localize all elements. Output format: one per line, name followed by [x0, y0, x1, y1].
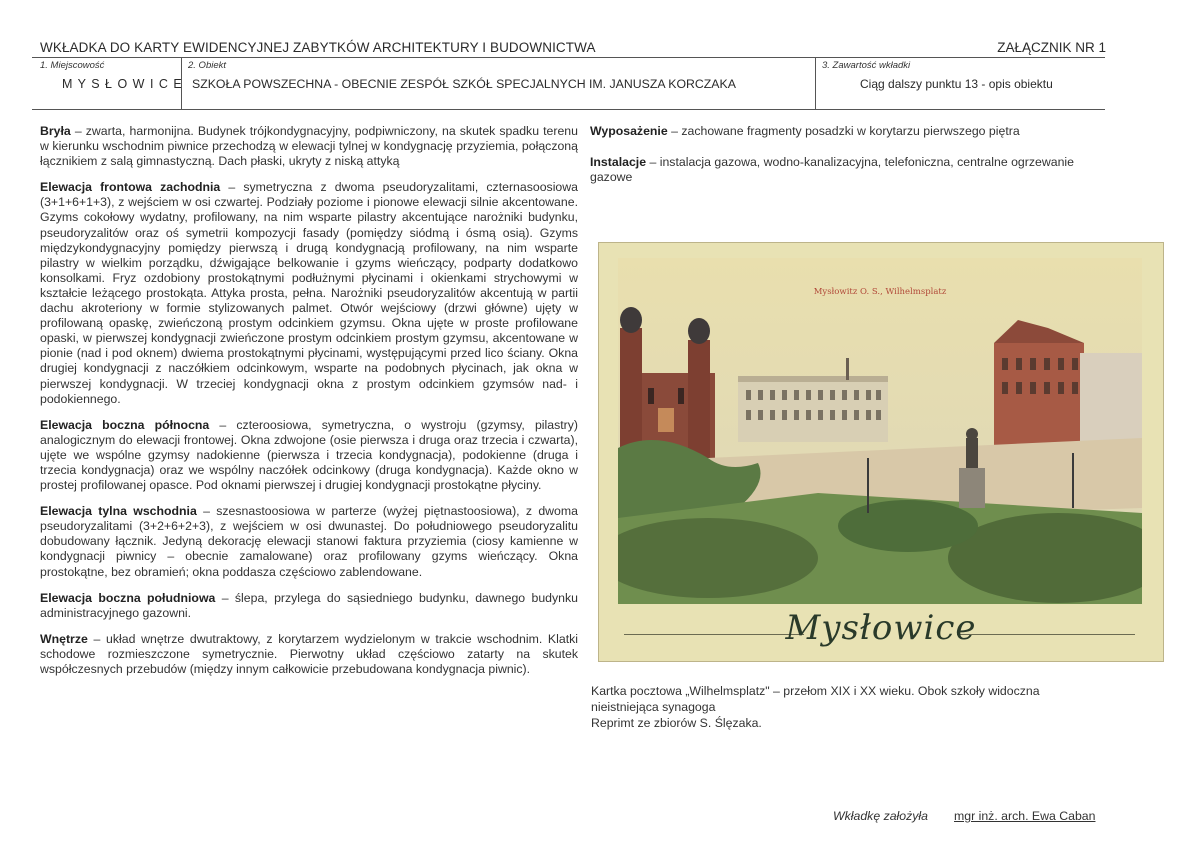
- square-illustration: [618, 258, 1142, 604]
- section-heading: Wnętrze: [40, 631, 88, 646]
- section-text: – ślepa, przylega do sąsiedniego budynku, dawnego budynku administracyjnego gazowni.: [40, 590, 578, 620]
- section-heading: Instalacje: [590, 155, 647, 170]
- postcard-note: [591, 683, 1109, 731]
- header-top-rule: [32, 57, 1105, 58]
- postcard-note-line1: Kartka pocztowa „Wilhelmsplatz" – przełom XIX i XX wieku. Obok szkoły widoczna nieistniejąca synagoga: [591, 684, 1040, 714]
- section-south-elevation: [40, 591, 578, 621]
- section-interior: [40, 632, 578, 677]
- content-value: Ciąg dalszy punktu 13 - opis obiektu: [860, 77, 1053, 91]
- postcard-top-label: Mysłowitz O. S., Wilhelmsplatz: [813, 287, 947, 297]
- section-north-elevation: [40, 418, 578, 493]
- section-heading: Wyposażenie: [590, 124, 668, 138]
- header-bottom-rule: [32, 109, 1105, 110]
- header-divider-2: [815, 57, 816, 109]
- signature-label: Wkładkę założyła: [833, 809, 928, 823]
- postcard-photo: [618, 258, 1142, 604]
- section-heading: Elewacja tylna wschodnia: [40, 504, 197, 519]
- postcard: [598, 242, 1164, 662]
- signature-name: mgr inż. arch. Ewa Caban: [954, 809, 1096, 823]
- section-heading: Bryła: [40, 124, 71, 138]
- place-value: M Y S Ł O W I C E: [62, 77, 183, 91]
- section-text: – czteroosiowa, symetryczna, o wystroju (gzymsy, pilastry) analogicznym do elewacji frontowej. Okna zdwojone (osie pierwsza i druga oraz trzecia i czwarta), ujęte we wspólne gzymsy nadokienne (pierwsza i trzecia kondygnacja), podokienne (druga i trzecia kondygnacja) oraz we wspólny naczółek odcinkowy (druga kondygnacja). Każde okno w prostej profilowanej opasce. Pod oknami pierwszej i drugiej kondygnacji prostokątne płyciny.: [40, 417, 578, 493]
- section-heading: Elewacja boczna północna: [40, 417, 210, 432]
- section-text: – zwarta, harmonijna. Budynek trójkondygnacyjny, podpiwniczony, na skutek spadku terenu w kierunku wschodnim piwnice przechodzą w elewacji tylnej w kondygnację przyziemia, połączoną łącznikiem z salą gimnastyczną. Dach płaski, ukryty z niską attyką: [40, 124, 578, 169]
- section-text: – instalacja gazowa, wodno-kanalizacyjna, telefoniczna, centralne ogrzewanie gazowe: [590, 155, 1074, 185]
- section-installations: [590, 155, 1105, 185]
- section-bryla: [40, 124, 578, 169]
- postcard-note-line2: Reprimt ze zbiorów S. Ślęzaka.: [591, 716, 762, 730]
- attachment-number: ZAŁĄCZNIK NR 1: [997, 40, 1106, 55]
- section-text: – zachowane fragmenty posadzki w korytarzu pierwszego piętra: [667, 124, 1020, 138]
- section-front-elevation: [40, 180, 578, 406]
- object-label: 2. Obiekt: [188, 60, 227, 71]
- left-column: [40, 124, 578, 688]
- section-furnishings: [590, 124, 1105, 139]
- document-title: WKŁADKA DO KARTY EWIDENCYJNEJ ZABYTKÓW ARCHITEKTURY I BUDOWNICTWA: [40, 40, 596, 55]
- place-label: 1. Miejscowość: [40, 60, 105, 71]
- object-value: SZKOŁA POWSZECHNA - OBECNIE ZESPÓŁ SZKÓŁ SPECJALNYCH IM. JANUSZA KORCZAKA: [192, 77, 736, 91]
- section-text: – symetryczna z dwoma pseudoryzalitami, czternasoosiowa (3+1+6+1+3), z wejściem w osi czwartej. Podziały poziome i pionowe elewacji silnie akcentowane. Gzyms cokołowy wydatny, profilowany, na nim wsparte pilastry akcentujące narożniki budynku, pseudoryzalitów oraz oś symetrii kompozycji fasady (pomiędzy siódmą i ósmą osią). Gzyms międzykondygnacyjny pomiędzy pierwszą i drugą kondygnacją profilowany, na nim wsparte pilastry w wielkim porządku, dźwigające belkowanie i gzyms wieńczący, podparty dodatkowo konsolkami. Fryz ozdobiony prostokątnymi podłużnymi płycinami i okienkami strychowymi w kształcie leżącego prostokąta. Attyka prosta, pełna. Narożniki pseudoryzalitów akcentują w partii dachu akroteriony w formie stylizowanych palmet. Otwór wejściowy (drzwi główne) ujęty w profilowaną opaskę, zwieńczoną prostym odcinkiem gzymsu. Okna ujęte w proste profilowane opaski, w pierwszej kondygnacji zwieńczone prostym odcinkiem prostym gzymsu, akcentowane w pionie (nad i pod oknem) dwiema prostokątnymi płycinami, występującymi przed lico ściany. Okna drugiej kondygnacji z naczółkiem odcinkowym, wsparte na podobnych płycinach, jak okna w pierwszej kondygnacji. W trzeciej kondygnacji okna z prostym odcinkiem gzymsów nad- i podokiennego.: [40, 180, 578, 406]
- postcard-caption: Mysłowice: [785, 608, 977, 648]
- section-heading: Elewacja boczna południowa: [40, 590, 216, 605]
- section-east-elevation: [40, 504, 578, 579]
- section-text: – szesnastoosiowa w parterze (wyżej piętnastoosiowa), z dwoma pseudoryzalitami (3+2+6+2+3), z wejściem w osi dwunastej. Do południowego pseudoryzalitu dobudowany łącznik. Jedyną dekorację elewacji stanowi faktura przyziemia (ciosy kamienne w kondygnacji piwnicy – obecnie zamalowane) oraz profilowany gzyms wieńczący. Okna prostokątne, bez obramień; okna poddasza częściowo zablendowane.: [40, 504, 578, 579]
- content-label: 3. Zawartość wkładki: [822, 60, 911, 71]
- section-text: – układ wnętrze dwutraktowy, z korytarzem wydzielonym w trakcie wschodnim. Klatki schodowe rozmieszczone symetrycznie. Pierwotny układ częściowo zatarty na skutek współczesnych przebudów (między innym całkowicie przebudowana kondygnacja piwnic).: [40, 631, 578, 676]
- section-heading: Elewacja frontowa zachodnia: [40, 180, 221, 195]
- right-column: [590, 124, 1105, 196]
